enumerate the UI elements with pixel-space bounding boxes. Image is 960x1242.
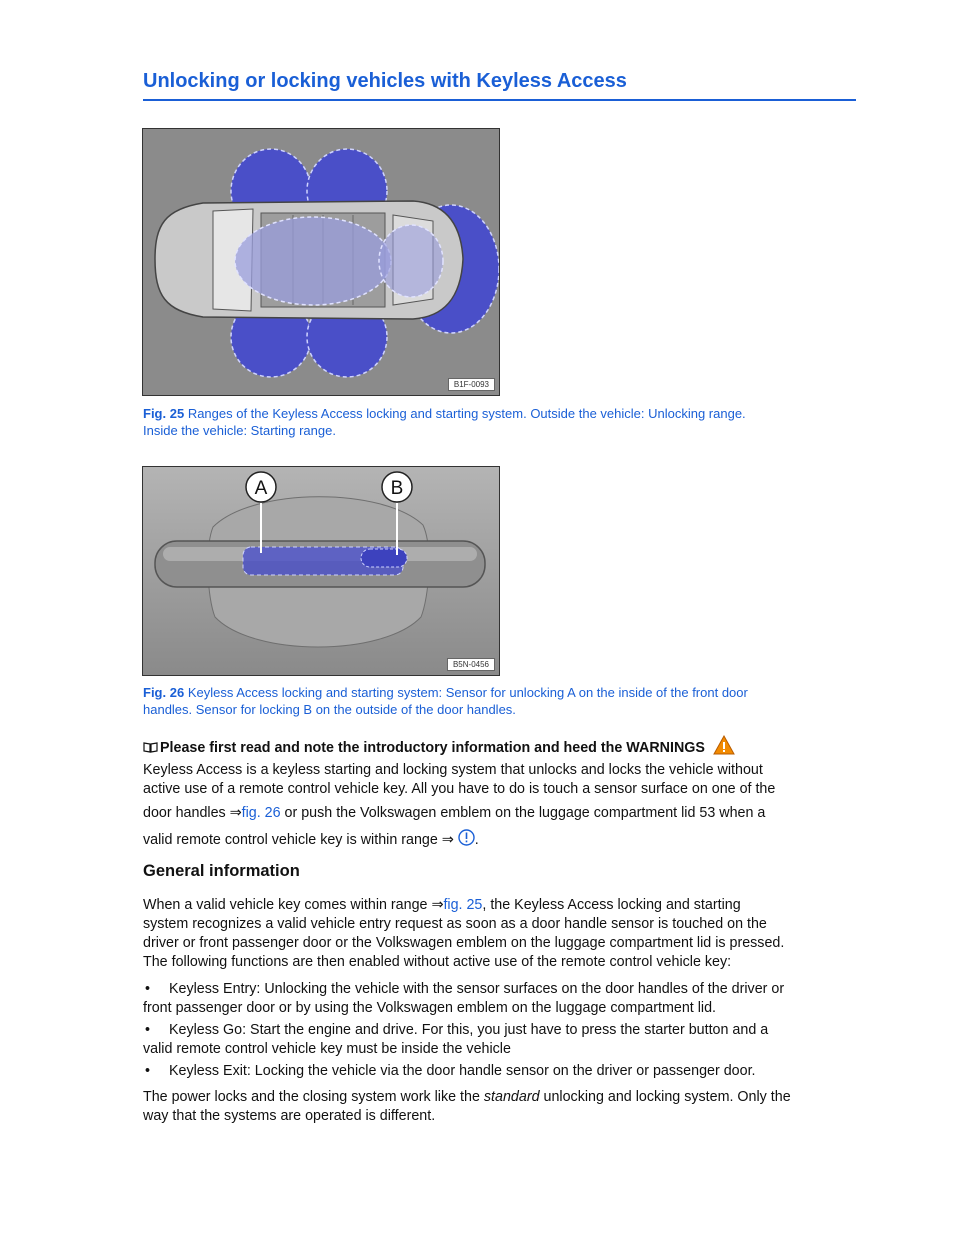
intro-paragraph-line3	[143, 804, 856, 823]
intro-paragraph	[143, 761, 856, 799]
sensor-b-marker: B	[390, 478, 404, 499]
figure-26-caption	[143, 684, 843, 718]
caption-text: Inside the vehicle: Starting range.	[143, 423, 336, 438]
text-line: When a valid vehicle key comes within range ⇒	[143, 897, 444, 913]
intro-note	[143, 735, 856, 758]
figure-label: Fig. 25	[143, 406, 185, 421]
warning-icon[interactable]	[713, 735, 735, 755]
caption-text: Keyless Access locking and starting system: Sensor for unlocking A on the inside of the front door	[187, 685, 748, 700]
text-line: way that the systems are operated is different.	[143, 1108, 436, 1124]
text-line: valid remote control vehicle key must be inside the vehicle	[143, 1041, 511, 1057]
list-item	[143, 1021, 856, 1059]
text-line: The power locks and the closing system work like the	[143, 1089, 484, 1105]
figure-code: B5N-0456	[447, 658, 495, 671]
page-title: Unlocking or locking vehicles with Keyless Access	[143, 70, 856, 101]
car-top-view-illustration	[143, 129, 499, 395]
text-line: door handles ⇒	[143, 805, 242, 821]
closing-paragraph	[143, 1088, 856, 1126]
text-line: Keyless Access is a keyless starting and locking system that unlocks and locks the vehicle without	[143, 762, 763, 778]
text-line: Keyless Exit: Locking the vehicle via the door handle sensor on the driver or passenger door.	[169, 1063, 756, 1079]
sensor-a-marker: A	[254, 478, 268, 499]
bullet-symbol: •	[145, 1063, 151, 1079]
general-paragraph	[143, 896, 856, 972]
text-line: Keyless Entry: Unlocking the vehicle with the sensor surfaces on the door handles of the driver or	[169, 981, 785, 997]
intro-paragraph-line4	[143, 829, 856, 850]
text-line: unlocking and locking system. Only the	[539, 1089, 791, 1105]
figure-25-caption	[143, 405, 843, 439]
intro-note-text: Please first read and note the introductory information and heed the WARNINGS	[160, 740, 705, 756]
section-heading: General information	[143, 862, 300, 880]
text-line: front passenger door or by using the Volkswagen emblem on the luggage compartment lid.	[143, 1000, 717, 1016]
list-item	[143, 1062, 856, 1081]
caption-text: handles. Sensor for locking B on the outside of the door handles.	[143, 702, 516, 717]
book-icon	[143, 742, 158, 753]
text-line: active use of a remote control vehicle key. All you have to do is touch a sensor surface on one of the	[143, 781, 776, 797]
figure-code: B1F-0093	[448, 378, 495, 391]
text-line: valid remote control vehicle key is within range ⇒	[143, 832, 454, 848]
emphasis-text: standard	[483, 1089, 540, 1105]
door-handle-illustration	[143, 467, 499, 675]
bullet-symbol: •	[145, 981, 151, 997]
bullet-symbol: •	[145, 1022, 151, 1038]
caption-text: Ranges of the Keyless Access locking and starting system. Outside the vehicle: Unlocking range.	[187, 406, 746, 421]
figure-door-handle-sensors	[142, 466, 500, 676]
fig-25-link[interactable]: fig. 25	[443, 897, 483, 913]
text-line: , the Keyless Access locking and starting	[482, 897, 741, 913]
notice-icon[interactable]	[458, 829, 475, 846]
text-line: system recognizes a valid vehicle entry request as soon as a door handle sensor is touched on the	[143, 916, 767, 932]
text-line: Keyless Go: Start the engine and drive. For this, you just have to press the starter button and a	[169, 1022, 769, 1038]
figure-keyless-ranges	[142, 128, 500, 396]
list-item	[143, 980, 856, 1018]
text-line: The following functions are then enabled without active use of the remote control vehicle key:	[143, 954, 732, 970]
text-line: or push the Volkswagen emblem on the luggage compartment lid 53 when a	[280, 805, 766, 821]
text-line: driver or front passenger door or the Volkswagen emblem on the luggage compartment lid is pressed.	[143, 935, 785, 951]
figure-label: Fig. 26	[143, 685, 185, 700]
text-line: .	[474, 832, 479, 848]
fig-26-link[interactable]: fig. 26	[241, 805, 281, 821]
